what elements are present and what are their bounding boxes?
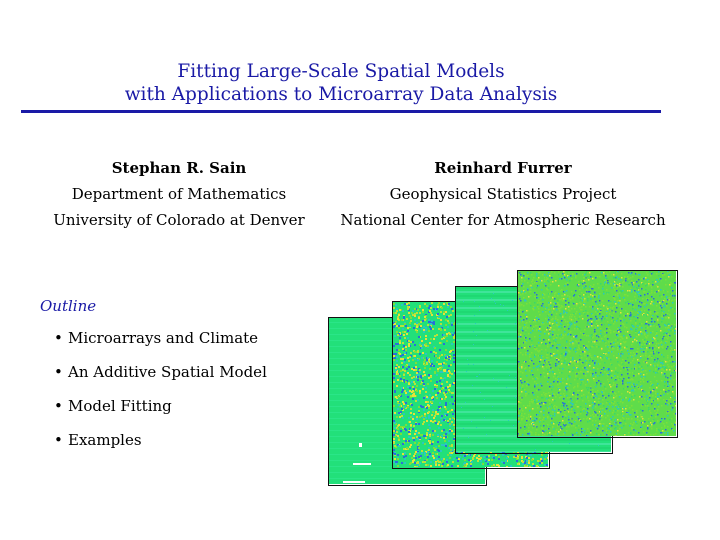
author-block-sain (46, 155, 312, 233)
author-affiliation: University of Colorado at Denver (53, 211, 305, 229)
bullet-icon: • (54, 397, 63, 415)
title-line-2: with Applications to Microarray Data Analysis (124, 84, 558, 105)
microarray-image-4 (517, 270, 678, 438)
author-name: Stephan R. Sain (111, 159, 247, 177)
outline-item-label: Microarrays and Climate (68, 329, 259, 347)
author-affiliation: Department of Mathematics (71, 185, 287, 203)
outline-item (54, 328, 310, 348)
author-block-furrer (336, 155, 670, 233)
author-affiliation: National Center for Atmospheric Research (340, 211, 666, 229)
outline-item-label: Examples (68, 431, 142, 449)
author-name: Reinhard Furrer (434, 159, 572, 177)
author-affiliation: Geophysical Statistics Project (389, 185, 617, 203)
outline-item-label: An Additive Spatial Model (68, 363, 267, 381)
bullet-icon: • (54, 363, 63, 381)
title-line-1: Fitting Large-Scale Spatial Models (177, 61, 505, 82)
bullet-icon: • (54, 431, 63, 449)
outline-section (40, 296, 310, 464)
outline-item (54, 396, 310, 416)
outline-item (54, 362, 310, 382)
outline-item-label: Model Fitting (68, 397, 172, 415)
outline-heading: Outline (40, 297, 97, 315)
title-underline (21, 110, 661, 113)
outline-item (54, 430, 310, 450)
slide-title (0, 60, 682, 106)
bullet-icon: • (54, 329, 63, 347)
